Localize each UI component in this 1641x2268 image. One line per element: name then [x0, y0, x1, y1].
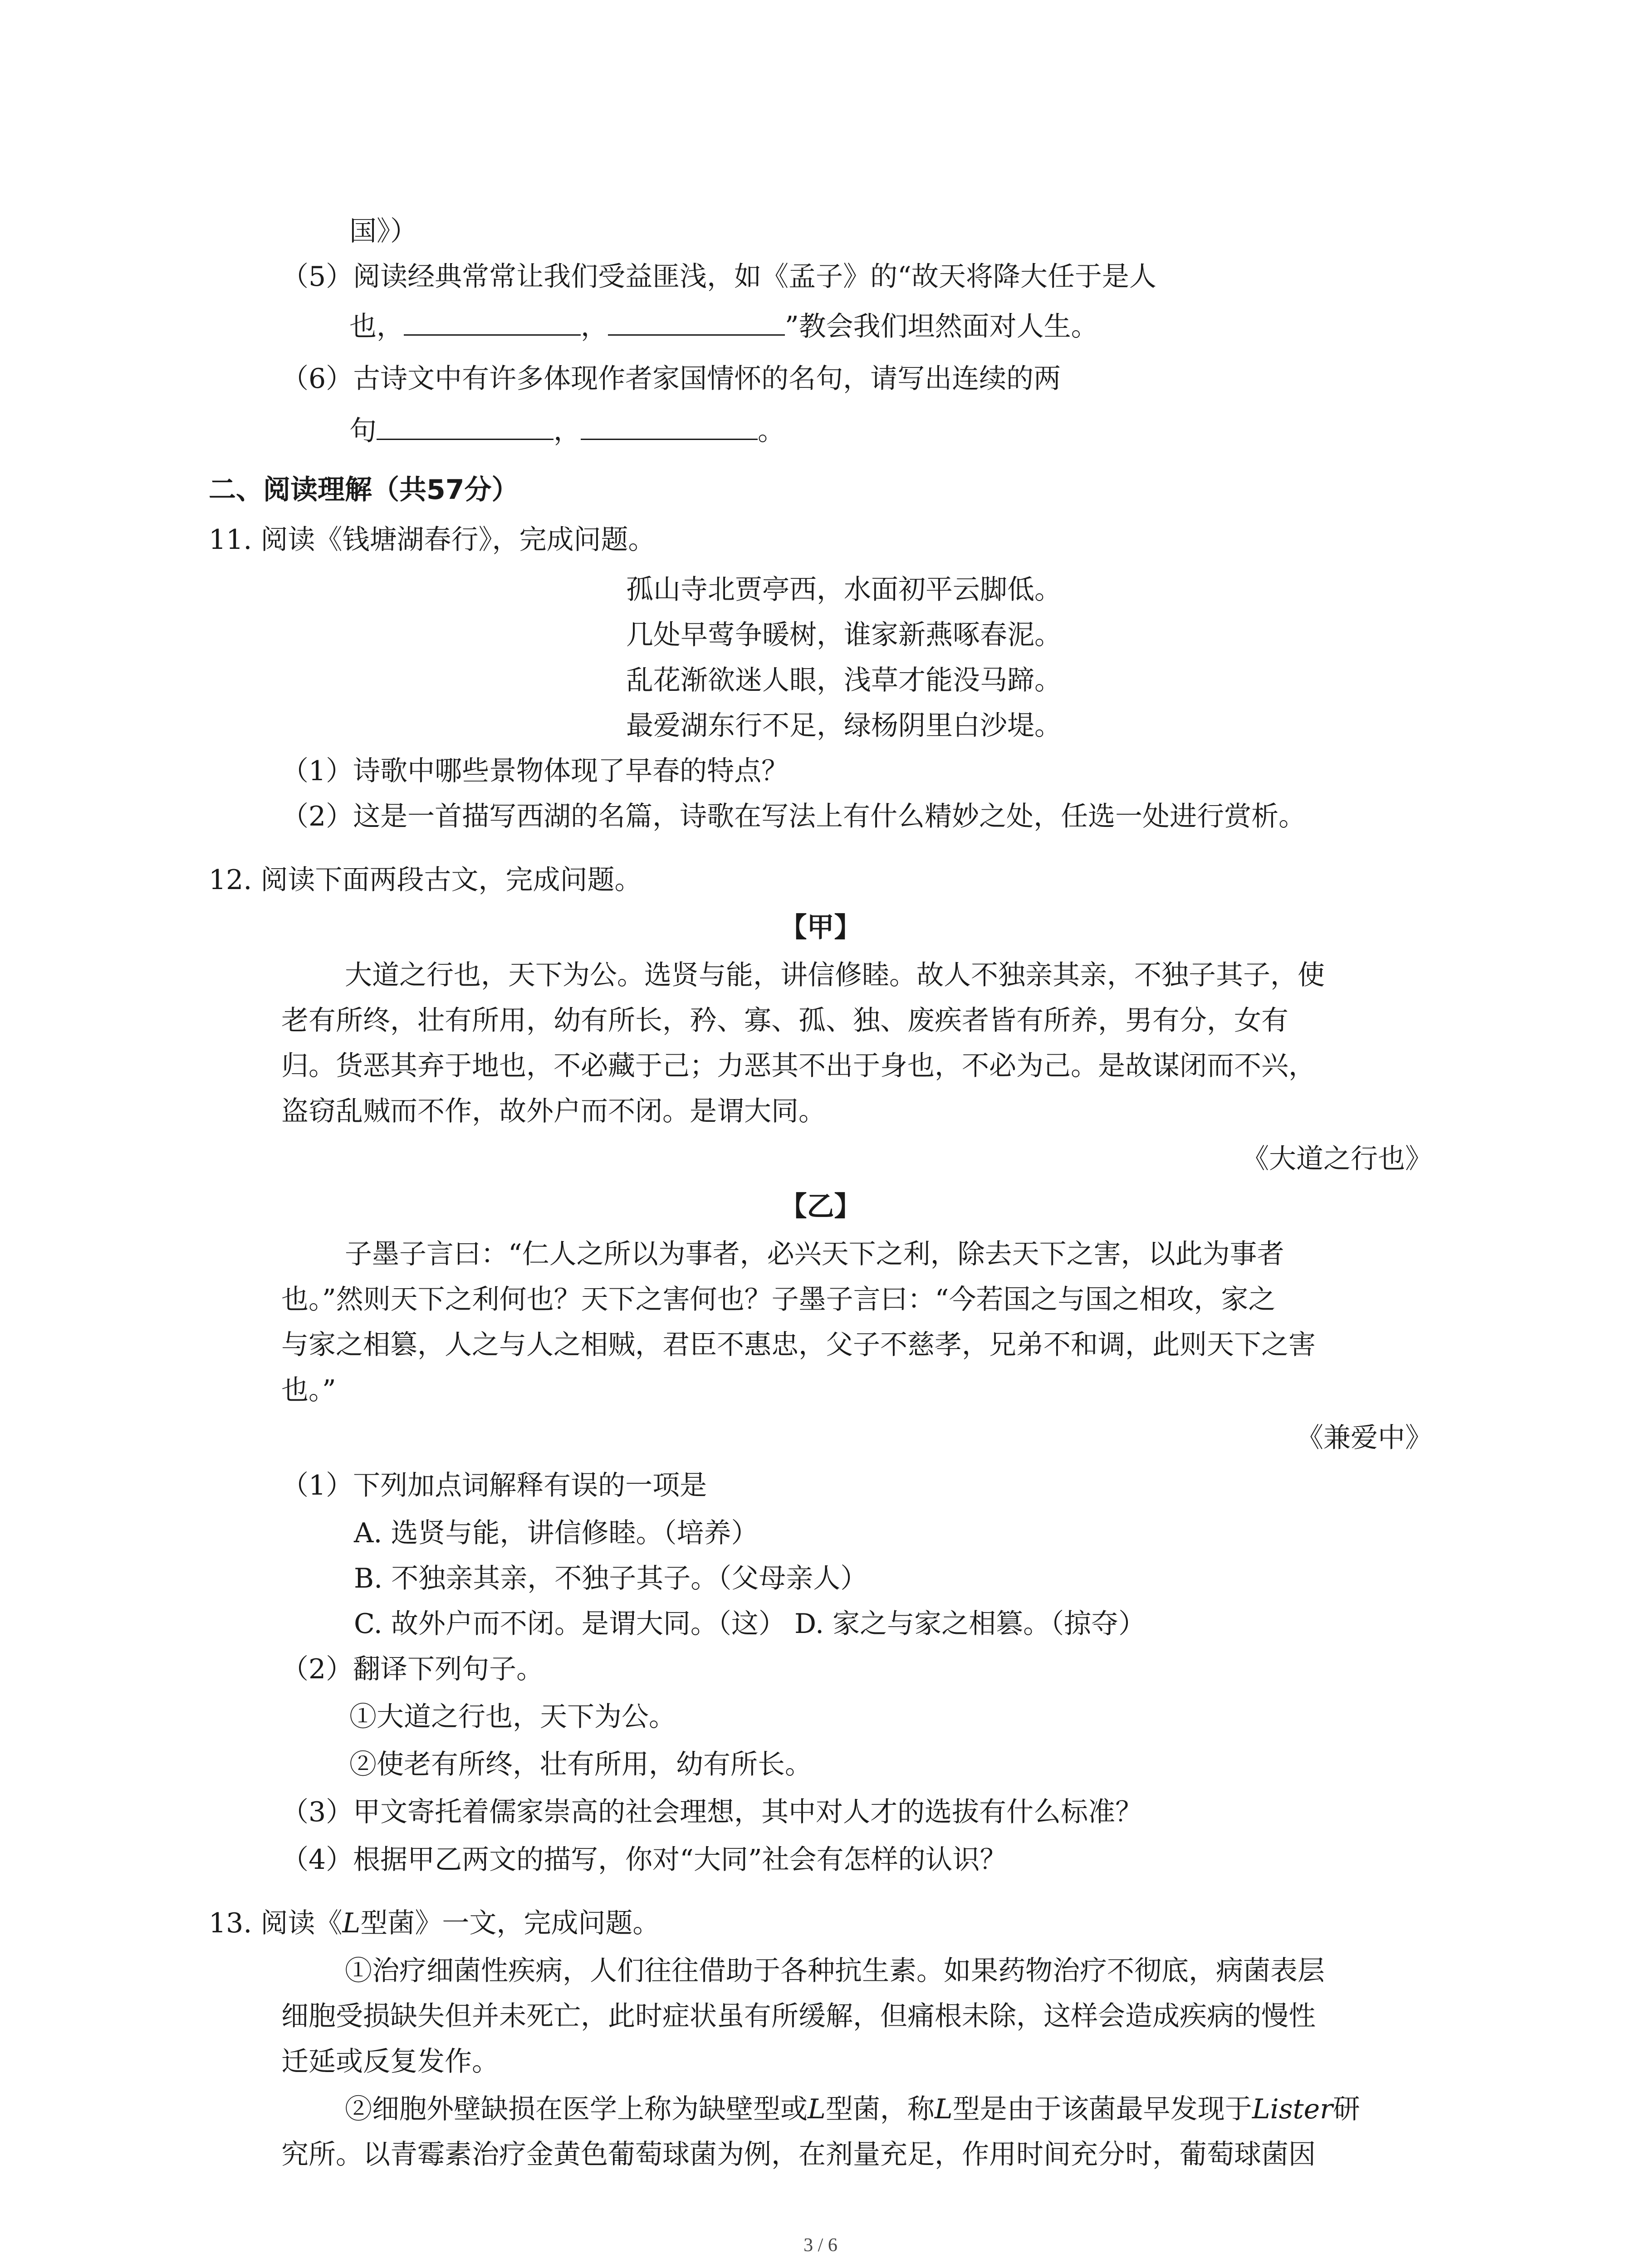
q13-p2-text-4: 研 [1332, 2093, 1360, 2125]
q12-option-a: A. 选贤与能，讲信修睦。（培养） [354, 1517, 759, 1549]
q12-stem: 12. 阅读下面两段古文，完成问题。 [209, 864, 642, 896]
q10-sub5-suffix: ”教会我们坦然面对人生。 [785, 311, 1098, 342]
q11-poem-line-3: 乱花渐欲迷人眼，浅草才能没马蹄。 [626, 665, 1062, 696]
q12-sub2: （2）翻译下列句子。 [281, 1653, 544, 1685]
q13-p1-line-3: 迁延或反复发作。 [281, 2046, 499, 2077]
q12-sub4: （4）根据甲乙两文的描写，你对“大同”社会有怎样的认识？ [281, 1844, 1007, 1876]
q11-poem-line-4: 最爱湖东行不足，绿杨阴里白沙堤。 [626, 710, 1062, 742]
q10-sub6-line1: （6）古诗文中有许多体现作者家国情怀的名句，请写出连续的两 [281, 363, 1061, 395]
q10-sub5-prefix: 也， [349, 311, 404, 342]
q12-yi-source: 《兼爱中》 [1296, 1422, 1432, 1454]
q13-stem [209, 1901, 660, 1946]
q10-line4-continuation: 国》） [349, 215, 417, 247]
section-title: 二、阅读理解（共57分） [209, 474, 519, 506]
q10-sub6-comma: ， [554, 415, 581, 447]
q12-jia-title: 【甲】 [779, 912, 862, 943]
q12-yi-line-1: 子墨子言曰：“仁人之所以为事者，必兴天下之利，除去天下之害，以此为事者 [345, 1238, 1284, 1270]
q12-option-b: B. 不独亲其亲，不独子其子。（父母亲人） [354, 1563, 868, 1594]
q12-jia-line-2: 老有所终，壮有所用，幼有所长，矜、寡、孤、独、废疾者皆有所养，男有分，女有 [281, 1005, 1288, 1036]
q13-p2-l-1: L [808, 2093, 826, 2125]
q10-sub6-line2 [349, 408, 785, 454]
q13-p2-line-1 [345, 2087, 1360, 2132]
q12-translate-1: ①大道之行也，天下为公。 [349, 1701, 676, 1733]
q12-sub1: （1）下列加点词解释有误的一项是 [281, 1470, 707, 1501]
q10-sub5-line2 [349, 304, 1098, 349]
q11-poem-line-1: 孤山寺北贾亭西，水面初平云脚低。 [626, 574, 1062, 606]
q12-jia-line-1: 大道之行也，天下为公。选贤与能，讲信修睦。故人不独亲其亲，不独子其子，使 [345, 959, 1325, 991]
q10-sub6-blank-2[interactable] [581, 411, 758, 440]
q12-jia-line-4: 盗窃乱贼而不作，故外户而不闭。是谓大同。 [281, 1095, 826, 1127]
q11-sub2: （2）这是一首描写西湖的名篇，诗歌在写法上有什么精妙之处，任选一处进行赏析。 [281, 801, 1306, 832]
q13-p2-text-1: ②细胞外壁缺损在医学上称为缺壁型或 [345, 2093, 808, 2125]
q12-yi-line-2: 也。”然则天下之利何也？天下之害何也？子墨子言曰：“今若国之与国之相攻，家之 [281, 1284, 1276, 1315]
q10-sub5-blank-2[interactable] [608, 306, 785, 336]
q12-yi-line-3: 与家之相篡，人之与人之相贼，君臣不惠忠，父子不慈孝，兄弟不和调，此则天下之害 [281, 1329, 1316, 1361]
q13-p2-line-2: 究所。以青霉素治疗金黄色葡萄球菌为例，在剂量充足，作用时间充分时，葡萄球菌因 [281, 2139, 1316, 2170]
q12-jia-line-3: 归。货恶其弃于地也，不必藏于己；力恶其不出于身也，不必为己。是故谋闭而不兴， [281, 1050, 1316, 1082]
q13-p2-text-3: 型是由于该菌最早发现于 [952, 2093, 1252, 2125]
q11-poem-line-2: 几处早莺争暖树，谁家新燕啄春泥。 [626, 619, 1062, 651]
q12-sub3: （3）甲文寄托着儒家崇高的社会理想，其中对人才的选拔有什么标准？ [281, 1796, 1143, 1828]
q13-stem-prefix: 13. 阅读《 [209, 1907, 343, 1939]
q12-option-c-d: C. 故外户而不闭。是谓大同。（这） D. 家之与家之相篡。（掠夺） [354, 1608, 1146, 1640]
q12-jia-source: 《大道之行也》 [1242, 1143, 1432, 1175]
q13-stem-suffix: 型菌》一文，完成问题。 [360, 1907, 660, 1939]
q13-p1-line-1: ①治疗细菌性疾病，人们往往借助于各种抗生素。如果药物治疗不彻底，病菌表层 [345, 1955, 1325, 1987]
q10-sub6-prefix: 句 [349, 415, 377, 447]
q13-stem-l: L [342, 1907, 361, 1939]
q10-sub6-blank-1[interactable] [377, 411, 554, 440]
q13-p2-text-2: 型菌，称 [825, 2093, 935, 2125]
q13-p2-l-2: L [934, 2093, 953, 2125]
q12-yi-line-4: 也。” [281, 1374, 336, 1406]
q13-p1-line-2: 细胞受损缺失但并未死亡，此时症状虽有所缓解，但痛根未除，这样会造成疾病的慢性 [281, 2000, 1316, 2032]
page-number: 3 / 6 [803, 2235, 838, 2256]
q11-stem: 11. 阅读《钱塘湖春行》，完成问题。 [209, 524, 656, 556]
q10-sub5-comma: ， [581, 311, 608, 342]
q10-sub6-period: 。 [758, 415, 785, 447]
q10-sub5-blank-1[interactable] [404, 306, 581, 336]
q12-yi-title: 【乙】 [779, 1191, 862, 1222]
q10-sub5-line1: （5）阅读经典常常让我们受益匪浅，如《孟子》的“故天将降大任于是人 [281, 261, 1156, 293]
q13-p2-lister: Lister [1252, 2093, 1333, 2125]
q11-sub1: （1）诗歌中哪些景物体现了早春的特点？ [281, 755, 789, 787]
q12-translate-2: ②使老有所终，壮有所用，幼有所长。 [349, 1749, 812, 1780]
